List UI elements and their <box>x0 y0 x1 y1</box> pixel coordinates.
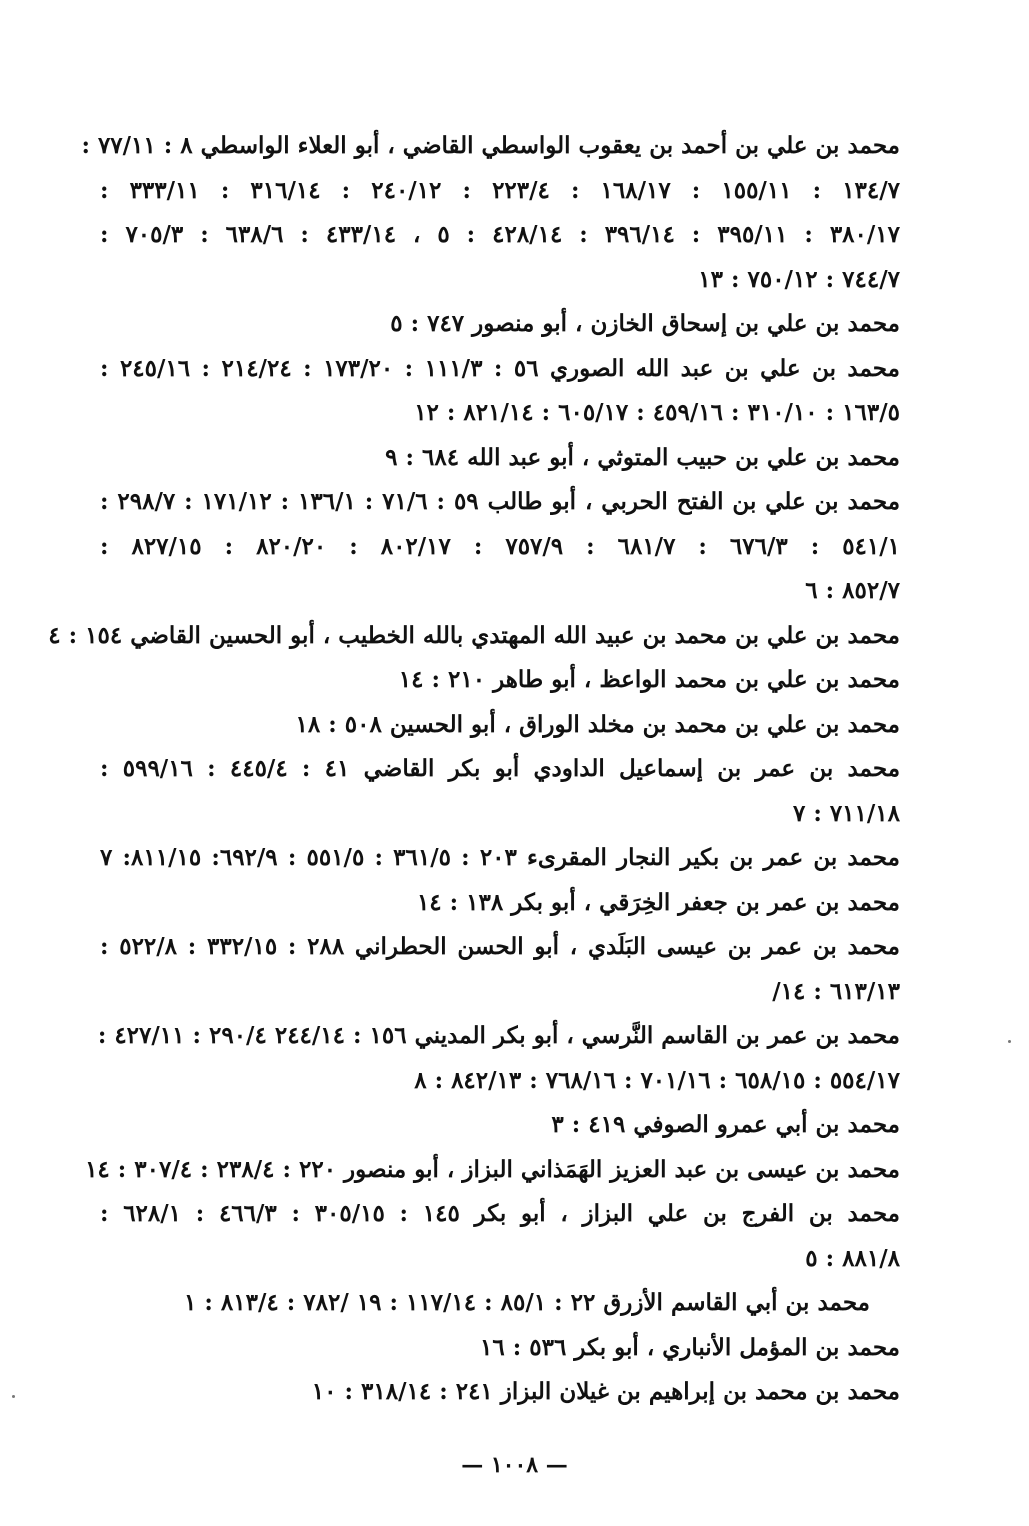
entry-line: ٥٥٤/١٧ : ٦٥٨/١٥ : ٧٠١/١٦ : ٧٦٨/١٦ : ٨٤٢/١٣ : ٨ <box>414 1066 900 1094</box>
entry-line: محمد بن عمر بن إسماعيل الداودي أبو بكر القاضي ٤١ : ٤٤٥/٤ : ٥٩٩/١٦ : <box>100 755 901 782</box>
entry-line: محمد بن المؤمل الأنباري ، أبو بكر ٥٣٦ : ١٦ <box>480 1333 900 1361</box>
entry-line: ١٣٤/٧ : ١٥٥/١١ : ١٦٨/١٧ : ٢٢٣/٤ : ٢٤٠/١٢ : ٣١٦/١٤ : ٣٣٣/١١ : <box>100 176 901 204</box>
entry-line: محمد بن علي بن عبد الله الصوري ٥٦ : ١١١/٣ : ١٧٣/٢٠ : ٢١٤/٢٤ : ٢٤٥/١٦ : <box>100 354 900 382</box>
entry-line: محمد بن عمر بن بكير النجار المقرىء ٢٠٣ : ٣٦١/٥ : ٥٥١/٥ : ٦٩٢/٩: ٨١١/١٥: ٧ <box>100 844 900 871</box>
entry-line: ٧٤٤/٧ : ٧٥٠/١٢ : ١٣ <box>698 265 900 293</box>
entry-line: محمد بن محمد بن إبراهيم بن غيلان البزاز ٢٤١ : ٣١٨/١٤ : ١٠ <box>311 1378 900 1405</box>
entry-line: محمد بن علي بن إسحاق الخازن ، أبو منصور ٧٤٧ : ٥ <box>390 310 900 337</box>
entry-line: محمد بن أبي عمرو الصوفي ٤١٩ : ٣ <box>551 1111 900 1138</box>
entry-line: محمد بن علي بن الفتح الحربي ، أبو طالب ٥٩ : ٧١/٦ : ١٣٦/١ : ١٧١/١٢ : ٢٩٨/٧ : <box>100 488 901 515</box>
entry-line: محمد بن أبي القاسم الأزرق ٢٢ : ٨٥/١ : ١١٧/١٤ : ١٩ /٧٨٢ : ٨١٣/٤ : ١ <box>184 1289 870 1316</box>
page-number: — ١٠٠٨ — <box>461 1452 568 1478</box>
entry-line: ١٦٣/٥ : ٣١٠/١٠ : ٤٥٩/١٦ : ٦٠٥/١٧ : ٨٢١/١٤ : ١٢ <box>414 399 900 426</box>
entry-line: ٧١١/١٨ : ٧ <box>792 799 900 827</box>
entry-line: محمد بن عمر بن جعفر الخِرَقي ، أبو بكر ١٣٨ : ١٤ <box>416 888 900 916</box>
entry-line: محمد بن عمر بن عيسى البَلَدي ، أبو الحسن الحطراني ٢٨٨ : ٣٣٢/١٥ : ٥٢٢/٨ : <box>100 933 901 960</box>
scan-speck <box>12 1395 15 1398</box>
entry-line: محمد بن عمر بن القاسم النَّرسي ، أبو بكر المديني ١٥٦ : ٢٤٤/١٤ ٢٩٠/٤ : ٤٢٧/١١ : <box>97 1022 900 1049</box>
entry-line: ٥٤١/١ : ٦٧٦/٣ : ٦٨١/٧ : ٧٥٧/٩ : ٨٠٢/١٧ : ٨٢٠/٢٠ : ٨٢٧/١٥ : <box>100 532 901 560</box>
entry-line: ٨٥٢/٧ : ٦ <box>805 577 900 604</box>
entry-line: محمد بن علي بن أحمد بن يعقوب الواسطي القاضي ، أبو العلاء الواسطي ٨ : ٧٧/١١ : <box>81 132 900 159</box>
entry-line: ٦١٣/١٣ : ١٤/ <box>772 977 900 1005</box>
scan-speck <box>1008 1040 1011 1043</box>
entry-line: محمد بن عيسى بن عبد العزيز الهَمَذاني البزاز ، أبو منصور ٢٢٠ : ٢٣٨/٤ : ٣٠٧/٤ : ١٤ <box>85 1155 900 1183</box>
index-entries <box>48 124 901 1415</box>
entry-line: محمد بن علي بن محمد بن مخلد الوراق ، أبو الحسين ٥٠٨ : ١٨ <box>295 710 900 738</box>
entry-line: محمد بن علي بن حبيب المتوثي ، أبو عبد الله ٦٨٤ : ٩ <box>385 443 900 471</box>
entry-line: محمد بن علي بن محمد الواعظ ، أبو طاهر ٢١٠ : ١٤ <box>398 666 900 693</box>
entry-line: محمد بن علي بن محمد بن عبيد الله المهتدي بالله الخطيب ، أبو الحسين القاضي ١٥٤ : ٤ <box>48 621 900 649</box>
entry-line: محمد بن الفرج بن علي البزاز ، أبو بكر ١٤٥ : ٣٠٥/١٥ : ٤٦٦/٣ : ٦٢٨/١ : <box>100 1200 900 1227</box>
entry-line: ٨٨١/٨ : ٥ <box>805 1244 900 1272</box>
entry-line: ٣٨٠/١٧ : ٣٩٥/١١ : ٣٩٦/١٤ : ٤٢٨/١٤ : ٥ ، ٤٣٣/١٤ : ٦٣٨/٦ : ٧٠٥/٣ : <box>100 221 900 248</box>
